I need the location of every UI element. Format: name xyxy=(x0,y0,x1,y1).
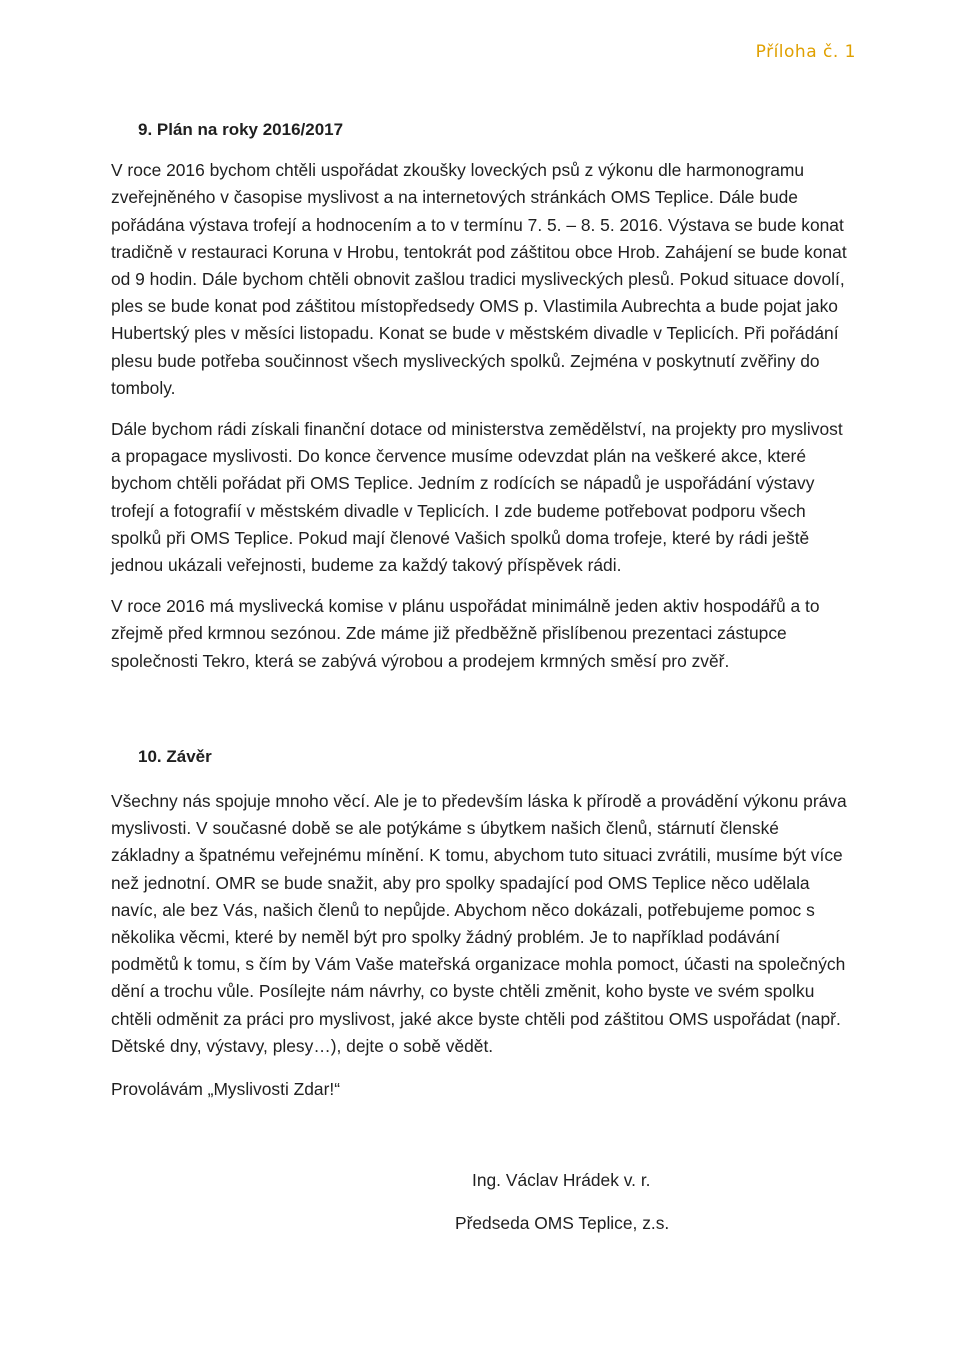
section-plan xyxy=(111,116,851,675)
document-body xyxy=(111,116,851,1103)
signature-name: Ing. Václav Hrádek v. r. xyxy=(472,1170,651,1190)
paragraph-plan-1: V roce 2016 bychom chtěli uspořádat zkoušky loveckých psů z výkonu dle harmonogramu zveřejněného v časopise myslivost a na internetových stránkách OMS Teplice. Dále bude pořádána výstava trofejí a hodnocením a to v termínu 7. 5. – 8. 5. 2016. Výstava se bude konat tradičně v restauraci Koruna v Hrobu, tentokrát pod záštitou obce Hrob. Zahájení se bude konat od 9 hodin. Dále bychom chtěli obnovit zašlou tradici mysliveckých plesů. Pokud situace dovolí, ples se bude konat pod záštitou místopředsedy OMS p. Vlastimila Aubrechta a bude pojat jako Hubertský ples v měsíci listopadu. Konat se bude v městském divadle v Teplicích. Při pořádání plesu bude potřeba součinnost všech mysliveckých spolků. Zejména v poskytnutí zvěřiny do tomboly. xyxy=(111,160,847,398)
signature-block xyxy=(455,1167,669,1237)
section-conclusion xyxy=(111,743,851,1103)
section-heading-plan: 9. Plán na roky 2016/2017 xyxy=(138,120,344,139)
paragraph-plan-3: V roce 2016 má myslivecká komise v plánu uspořádat minimálně jeden aktiv hospodářů a to zřejmě před krmnou sezónou. Zde máme již předběžně přislíbenou prezentaci zástupce společnosti Tekro, která se zabývá výrobou a prodejem krmných směsí pro zvěř. xyxy=(111,596,820,671)
paragraph-conclusion: Všechny nás spojuje mnoho věcí. Ale je to především láska k přírodě a provádění výkonu práva myslivosti. V současné době se ale potýkáme s úbytkem našich členů, stárnutí členské základny a špatnému veřejnému mínění. K tomu, abychom tuto situaci zvrátili, musíme být více než jednotní. OMR se bude snažit, aby pro spolky spadající pod OMS Teplice něco udělala navíc, ale bez Vás, našich členů to nepůjde. Abychom něco dokázali, potřebujeme pomoc s několika věcmi, které by neměl být pro spolky žádný problém. Je to například podávání podmětů k tomu, s čím by Vám Vaše mateřská organizace mohla pomoct, účasti na společných dění a trochu vůle. Posílejte nám návrhy, co byste chtěli změnit, koho byste ve svém spolku chtěli odměnit za práci pro myslivost, jaké akce byste chtěli pod záštitou OMS uspořádat (např. Dětské dny, výstavy, plesy…), dejte o sobě vědět. xyxy=(111,791,847,1056)
signature-title: Předseda OMS Teplice, z.s. xyxy=(455,1213,670,1233)
section-heading-conclusion: 10. Závěr xyxy=(138,746,212,766)
attachment-label: Příloha č. 1 xyxy=(755,42,856,62)
paragraph-plan-2: Dále bychom rádi získali finanční dotace od ministerstva zemědělství, na projekty pro myslivost a propagace myslivosti. Do konce července musíme odevzdat plán na veškeré akce, které bychom chtěli pořádat při OMS Teplice. Jedním z rodících se nápadů je uspořádání výstavy trofejí a fotografií v městském divadle v Teplicích. I zde budeme potřebovat podporu všech spolků při OMS Teplice. Pokud mají členové Vašich spolků doma trofeje, které by rádi ještě jednou ukázali veřejnosti, budeme za každý takový příspěvek rádi. xyxy=(111,419,843,576)
greeting-line: Provolávám „Myslivosti Zdar!“ xyxy=(111,1079,341,1100)
